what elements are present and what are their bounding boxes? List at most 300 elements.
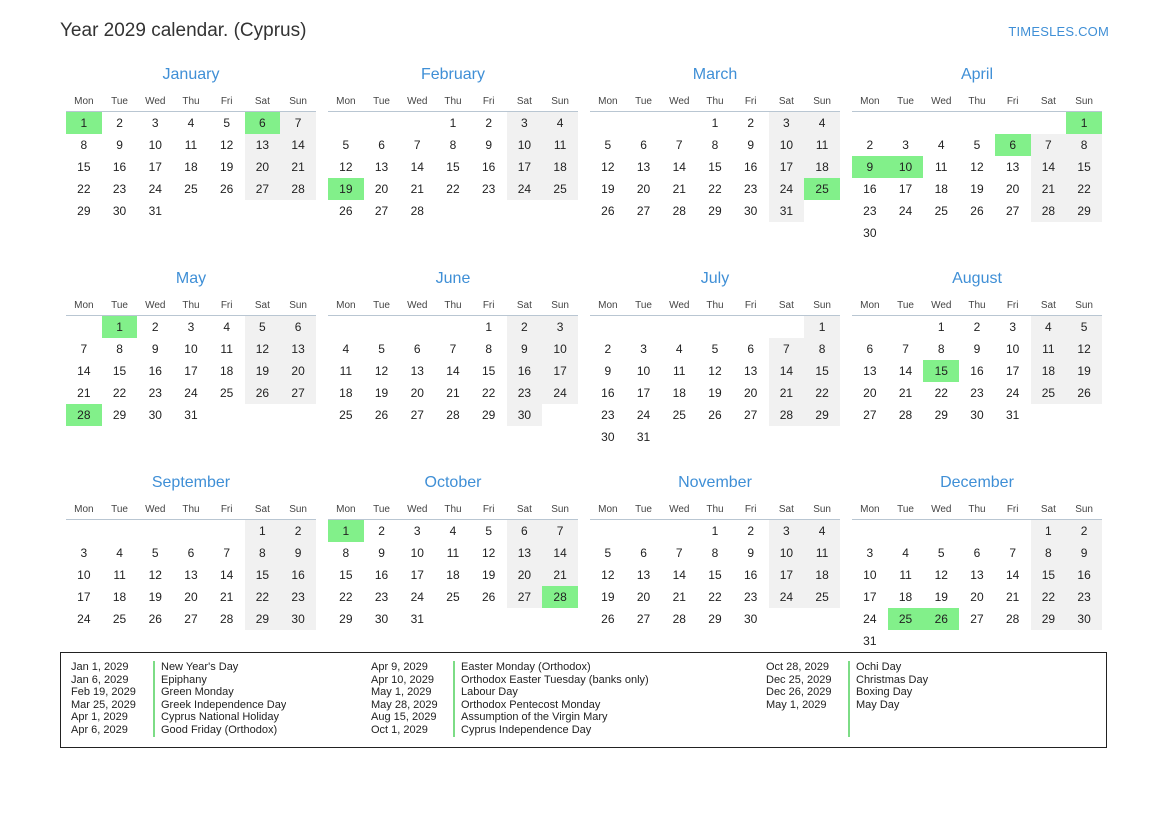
day-number bbox=[1031, 112, 1067, 134]
day-cell-weekend bbox=[1031, 360, 1067, 382]
weekday-header: Sat bbox=[1040, 300, 1056, 311]
day-number: 14 bbox=[1031, 156, 1067, 178]
day-cell-empty bbox=[173, 200, 209, 222]
day-cell-weekend bbox=[1066, 338, 1102, 360]
day-number: 11 bbox=[446, 546, 460, 560]
day-number: 17 bbox=[1005, 364, 1020, 378]
day-number: 24 bbox=[769, 178, 805, 200]
weekday-header: Fri bbox=[744, 96, 757, 107]
day-cell-weekend bbox=[280, 134, 316, 156]
day-cell bbox=[137, 178, 173, 200]
weekday-header: Fri bbox=[482, 96, 495, 107]
day-number: 26 bbox=[339, 204, 353, 218]
day-cell bbox=[923, 404, 959, 426]
day-number bbox=[102, 520, 138, 542]
day-cell-weekend bbox=[507, 316, 543, 339]
weekday-header: Thu bbox=[182, 504, 200, 515]
day-number: 27 bbox=[184, 612, 198, 626]
day-number: 16 bbox=[148, 364, 162, 378]
day-number: 4 bbox=[116, 546, 123, 560]
day-cell-weekend bbox=[1031, 564, 1067, 586]
month-table bbox=[852, 502, 1102, 652]
day-number: 2 bbox=[116, 116, 123, 130]
day-cell-weekend bbox=[542, 520, 578, 543]
day-cell bbox=[66, 542, 102, 564]
day-number: 12 bbox=[148, 568, 162, 582]
legend-holiday-name: Orthodox Easter Tuesday (banks only) bbox=[461, 673, 649, 686]
day-cell-holiday bbox=[923, 608, 959, 630]
day-number bbox=[804, 426, 840, 448]
day-number: 28 bbox=[219, 612, 234, 626]
day-number bbox=[733, 316, 769, 338]
legend-date: May 1, 2029 bbox=[371, 686, 432, 699]
day-number: 5 bbox=[604, 546, 612, 560]
day-number: 9 bbox=[973, 342, 981, 356]
day-number: 8 bbox=[342, 546, 350, 560]
day-number: 25 bbox=[184, 182, 198, 196]
day-cell bbox=[852, 134, 888, 156]
day-cell-weekend bbox=[1066, 178, 1102, 200]
week-row bbox=[66, 520, 316, 543]
week-row bbox=[66, 404, 316, 426]
day-cell-empty bbox=[626, 316, 662, 339]
day-cell-empty bbox=[1031, 630, 1067, 652]
day-cell-empty bbox=[435, 316, 471, 339]
day-number: 23 bbox=[507, 382, 543, 404]
day-cell bbox=[364, 520, 400, 543]
weekday-header: Tue bbox=[111, 504, 128, 515]
weekday-header: Thu bbox=[182, 96, 200, 107]
day-cell-empty bbox=[245, 404, 281, 426]
day-number: 28 bbox=[1031, 200, 1067, 222]
day-number bbox=[245, 200, 281, 222]
day-number: 16 bbox=[112, 160, 127, 174]
day-number: 5 bbox=[711, 342, 719, 356]
day-number: 9 bbox=[852, 156, 888, 178]
weekday-header: Wed bbox=[669, 504, 690, 515]
day-number: 23 bbox=[743, 590, 758, 604]
day-cell-weekend bbox=[1066, 564, 1102, 586]
day-number bbox=[590, 316, 626, 338]
day-number bbox=[590, 520, 626, 542]
day-number: 28 bbox=[1005, 612, 1020, 626]
day-cell-empty bbox=[245, 200, 281, 222]
day-cell-holiday bbox=[923, 360, 959, 382]
day-cell bbox=[399, 586, 435, 608]
legend-holiday-name: Green Monday bbox=[161, 686, 234, 699]
day-number: 8 bbox=[804, 338, 840, 360]
month-block bbox=[584, 66, 846, 244]
day-number: 26 bbox=[219, 182, 234, 196]
day-number: 10 bbox=[542, 338, 578, 360]
day-number: 4 bbox=[1031, 316, 1067, 338]
week-row bbox=[590, 586, 840, 608]
day-cell bbox=[328, 564, 364, 586]
day-number: 24 bbox=[863, 612, 877, 626]
day-number: 29 bbox=[708, 204, 722, 218]
day-cell-empty bbox=[590, 520, 626, 543]
day-number: 26 bbox=[1066, 382, 1102, 404]
day-number: 15 bbox=[112, 364, 127, 378]
weekday-header: Sat bbox=[516, 96, 532, 107]
day-cell bbox=[328, 360, 364, 382]
day-cell-holiday bbox=[102, 316, 138, 339]
day-cell-empty bbox=[733, 316, 769, 339]
day-cell-weekend bbox=[245, 134, 281, 156]
day-number: 14 bbox=[280, 134, 316, 156]
weekday-header: Mon bbox=[74, 300, 94, 311]
day-cell-weekend bbox=[542, 382, 578, 404]
weekday-header: Wed bbox=[669, 300, 690, 311]
day-cell bbox=[399, 134, 435, 156]
day-number bbox=[364, 316, 400, 338]
day-number: 6 bbox=[973, 546, 981, 560]
day-cell bbox=[995, 404, 1031, 426]
day-cell bbox=[626, 134, 662, 156]
day-number: 16 bbox=[743, 568, 758, 582]
day-number: 24 bbox=[148, 182, 162, 196]
day-number: 9 bbox=[1066, 542, 1102, 564]
day-cell-empty bbox=[852, 520, 888, 543]
day-cell bbox=[399, 564, 435, 586]
day-cell bbox=[995, 586, 1031, 608]
weekday-header: Wed bbox=[145, 504, 166, 515]
day-number bbox=[626, 112, 662, 134]
day-cell-holiday bbox=[888, 156, 924, 178]
day-cell bbox=[364, 156, 400, 178]
day-number bbox=[661, 426, 697, 448]
day-number bbox=[328, 112, 364, 134]
weekday-header: Mon bbox=[860, 96, 880, 107]
day-number: 4 bbox=[449, 524, 457, 538]
weekday-header: Mon bbox=[598, 96, 618, 107]
day-cell-empty bbox=[959, 112, 995, 135]
day-number: 21 bbox=[542, 564, 578, 586]
day-cell bbox=[209, 316, 245, 339]
weekday-header: Fri bbox=[482, 300, 495, 311]
day-cell bbox=[697, 520, 733, 543]
weekday-header: Thu bbox=[182, 300, 200, 311]
day-number: 23 bbox=[481, 182, 496, 196]
day-number: 30 bbox=[112, 204, 127, 218]
day-number: 18 bbox=[804, 564, 840, 586]
day-number: 27 bbox=[280, 382, 316, 404]
day-number: 5 bbox=[151, 546, 159, 560]
day-number: 31 bbox=[410, 612, 424, 626]
day-number bbox=[769, 608, 805, 630]
legend-date: Dec 25, 2029 bbox=[766, 673, 832, 686]
day-cell bbox=[364, 542, 400, 564]
day-number: 6 bbox=[413, 342, 421, 356]
day-number: 17 bbox=[542, 360, 578, 382]
day-cell bbox=[66, 200, 102, 222]
day-cell-empty bbox=[769, 426, 805, 448]
legend-date: Jan 6, 2029 bbox=[71, 673, 129, 686]
day-number: 7 bbox=[1009, 546, 1016, 560]
day-number: 30 bbox=[863, 226, 877, 240]
day-cell-holiday bbox=[328, 520, 364, 543]
day-number: 31 bbox=[769, 200, 805, 222]
month-title: October bbox=[424, 474, 482, 491]
day-cell bbox=[102, 564, 138, 586]
day-number: 24 bbox=[410, 590, 424, 604]
day-number bbox=[364, 112, 400, 134]
day-number: 3 bbox=[902, 138, 909, 152]
week-row bbox=[590, 520, 840, 543]
day-number: 12 bbox=[601, 568, 615, 582]
day-number: 16 bbox=[601, 386, 615, 400]
day-cell bbox=[995, 564, 1031, 586]
day-cell-weekend bbox=[769, 404, 805, 426]
day-cell bbox=[661, 156, 697, 178]
month-table bbox=[590, 502, 840, 630]
day-cell bbox=[959, 134, 995, 156]
day-number: 13 bbox=[636, 160, 651, 174]
legend-column bbox=[766, 661, 1096, 737]
day-number: 2 bbox=[604, 342, 612, 356]
week-row bbox=[852, 338, 1102, 360]
week-row bbox=[328, 112, 578, 135]
day-number: 28 bbox=[280, 178, 316, 200]
week-row bbox=[66, 608, 316, 630]
day-cell-empty bbox=[1066, 222, 1102, 244]
weekday-header: Tue bbox=[373, 96, 390, 107]
day-number: 16 bbox=[743, 160, 758, 174]
day-cell-empty bbox=[852, 316, 888, 339]
day-cell-empty bbox=[364, 316, 400, 339]
day-cell-weekend bbox=[245, 520, 281, 543]
day-number: 17 bbox=[77, 590, 91, 604]
day-number: 27 bbox=[507, 586, 543, 608]
day-number: 17 bbox=[863, 590, 877, 604]
day-number bbox=[1031, 630, 1067, 652]
day-cell-weekend bbox=[804, 156, 840, 178]
day-cell bbox=[733, 156, 769, 178]
day-number: 6 bbox=[747, 342, 754, 356]
day-cell bbox=[209, 564, 245, 586]
day-cell bbox=[959, 316, 995, 339]
day-number: 6 bbox=[245, 112, 281, 134]
legend-holiday-name: New Year's Day bbox=[161, 661, 239, 673]
week-row bbox=[852, 382, 1102, 404]
day-number: 1 bbox=[66, 112, 102, 134]
month-table bbox=[590, 298, 840, 448]
day-number: 9 bbox=[280, 542, 316, 564]
day-number: 19 bbox=[481, 568, 496, 582]
day-number: 8 bbox=[711, 138, 719, 152]
day-number: 3 bbox=[640, 342, 647, 356]
legend-holiday-name: Cyprus Independence Day bbox=[461, 723, 592, 736]
day-cell-weekend bbox=[280, 586, 316, 608]
day-number bbox=[173, 200, 209, 222]
day-cell bbox=[852, 338, 888, 360]
day-number: 9 bbox=[507, 338, 543, 360]
month-title: February bbox=[420, 66, 486, 83]
day-cell bbox=[995, 382, 1031, 404]
day-cell bbox=[852, 630, 888, 652]
day-number: 15 bbox=[1031, 564, 1067, 586]
day-cell bbox=[590, 608, 626, 630]
day-number: 23 bbox=[374, 590, 389, 604]
day-cell bbox=[137, 156, 173, 178]
day-number: 11 bbox=[899, 568, 912, 582]
day-cell bbox=[435, 382, 471, 404]
day-cell-weekend bbox=[1031, 338, 1067, 360]
day-number: 12 bbox=[601, 160, 615, 174]
weekday-header: Fri bbox=[220, 504, 233, 515]
day-number: 30 bbox=[148, 408, 162, 422]
legend-date: Dec 26, 2029 bbox=[766, 686, 832, 699]
legend-holiday-name: Boxing Day bbox=[856, 686, 913, 699]
day-number: 8 bbox=[1066, 134, 1102, 156]
weekday-header: Wed bbox=[931, 300, 952, 311]
week-row bbox=[590, 404, 840, 426]
legend-date: Apr 10, 2029 bbox=[371, 673, 434, 686]
day-cell bbox=[888, 586, 924, 608]
day-cell bbox=[102, 586, 138, 608]
day-cell bbox=[102, 360, 138, 382]
day-cell-empty bbox=[280, 200, 316, 222]
day-number: 22 bbox=[339, 590, 353, 604]
day-cell bbox=[137, 564, 173, 586]
day-number: 4 bbox=[342, 342, 350, 356]
day-number bbox=[1066, 404, 1102, 426]
day-cell-weekend bbox=[542, 178, 578, 200]
day-cell-empty bbox=[888, 222, 924, 244]
day-cell bbox=[661, 200, 697, 222]
week-row bbox=[590, 542, 840, 564]
day-cell-holiday bbox=[66, 404, 102, 426]
day-cell-empty bbox=[435, 200, 471, 222]
day-number bbox=[542, 608, 578, 630]
weekday-header: Thu bbox=[968, 504, 986, 515]
month-block bbox=[60, 270, 322, 448]
day-number: 18 bbox=[804, 156, 840, 178]
day-number: 22 bbox=[446, 182, 460, 196]
week-row bbox=[852, 564, 1102, 586]
day-number: 20 bbox=[184, 590, 198, 604]
day-cell-weekend bbox=[804, 112, 840, 135]
day-cell bbox=[471, 564, 507, 586]
weekday-header: Sat bbox=[778, 96, 794, 107]
day-number: 27 bbox=[970, 612, 984, 626]
day-number: 11 bbox=[804, 542, 840, 564]
day-number: 26 bbox=[374, 408, 389, 422]
day-cell bbox=[209, 178, 245, 200]
day-number: 23 bbox=[970, 386, 984, 400]
day-number: 13 bbox=[1005, 160, 1020, 174]
day-cell bbox=[364, 178, 400, 200]
day-cell bbox=[590, 542, 626, 564]
day-cell-empty bbox=[364, 112, 400, 135]
week-row bbox=[590, 338, 840, 360]
day-cell bbox=[888, 134, 924, 156]
day-cell bbox=[661, 586, 697, 608]
day-number: 27 bbox=[1005, 204, 1020, 218]
month-block bbox=[60, 474, 322, 652]
day-cell-weekend bbox=[804, 564, 840, 586]
weekday-header: Thu bbox=[968, 300, 986, 311]
day-cell-weekend bbox=[245, 608, 281, 630]
legend-date: Apr 6, 2029 bbox=[71, 723, 128, 736]
day-cell-empty bbox=[995, 520, 1031, 543]
day-number: 3 bbox=[1009, 320, 1016, 334]
day-number: 21 bbox=[898, 386, 913, 400]
day-cell-empty bbox=[852, 112, 888, 135]
day-cell bbox=[959, 404, 995, 426]
day-number: 29 bbox=[934, 408, 948, 422]
day-cell-empty bbox=[1031, 112, 1067, 135]
day-cell bbox=[661, 134, 697, 156]
week-row bbox=[328, 542, 578, 564]
weekday-header: Fri bbox=[1006, 504, 1019, 515]
day-cell bbox=[959, 586, 995, 608]
legend-date: Apr 1, 2029 bbox=[71, 711, 128, 724]
day-cell bbox=[102, 134, 138, 156]
day-cell bbox=[399, 382, 435, 404]
day-cell bbox=[959, 178, 995, 200]
day-cell-weekend bbox=[280, 360, 316, 382]
day-number: 1 bbox=[937, 320, 945, 334]
day-number: 22 bbox=[245, 586, 281, 608]
day-cell bbox=[852, 542, 888, 564]
day-cell-weekend bbox=[245, 382, 281, 404]
day-number bbox=[590, 112, 626, 134]
day-number: 19 bbox=[245, 360, 281, 382]
day-cell-weekend bbox=[507, 520, 543, 543]
weekday-header: Mon bbox=[860, 300, 880, 311]
day-cell-empty bbox=[66, 316, 102, 339]
week-row bbox=[328, 200, 578, 222]
day-cell-weekend bbox=[280, 520, 316, 543]
day-number: 15 bbox=[1066, 156, 1102, 178]
day-number: 6 bbox=[640, 138, 647, 152]
day-number bbox=[66, 316, 102, 338]
day-cell bbox=[471, 316, 507, 339]
day-cell bbox=[959, 360, 995, 382]
day-number: 28 bbox=[672, 204, 686, 218]
day-number bbox=[245, 404, 281, 426]
day-cell-weekend bbox=[280, 316, 316, 339]
month-table bbox=[852, 94, 1102, 244]
day-cell bbox=[995, 542, 1031, 564]
day-cell-holiday bbox=[542, 586, 578, 608]
day-number bbox=[542, 404, 578, 426]
day-number: 31 bbox=[184, 408, 198, 422]
day-number: 6 bbox=[187, 546, 195, 560]
day-cell-empty bbox=[959, 630, 995, 652]
day-cell-empty bbox=[769, 316, 805, 339]
day-cell bbox=[399, 542, 435, 564]
day-number: 3 bbox=[542, 316, 578, 338]
day-number bbox=[852, 316, 888, 338]
day-cell-weekend bbox=[769, 178, 805, 200]
day-cell-empty bbox=[995, 112, 1031, 135]
day-number bbox=[923, 520, 959, 542]
day-cell bbox=[697, 382, 733, 404]
day-number: 25 bbox=[112, 612, 127, 626]
day-cell bbox=[435, 520, 471, 543]
day-cell-empty bbox=[328, 316, 364, 339]
day-cell bbox=[364, 200, 400, 222]
legend-date: Feb 19, 2029 bbox=[71, 686, 136, 699]
day-cell bbox=[435, 564, 471, 586]
day-number: 10 bbox=[184, 342, 198, 356]
day-cell bbox=[733, 338, 769, 360]
day-cell bbox=[852, 608, 888, 630]
day-number: 1 bbox=[485, 320, 492, 334]
legend-holiday-name: Good Friday (Orthodox) bbox=[161, 723, 278, 736]
